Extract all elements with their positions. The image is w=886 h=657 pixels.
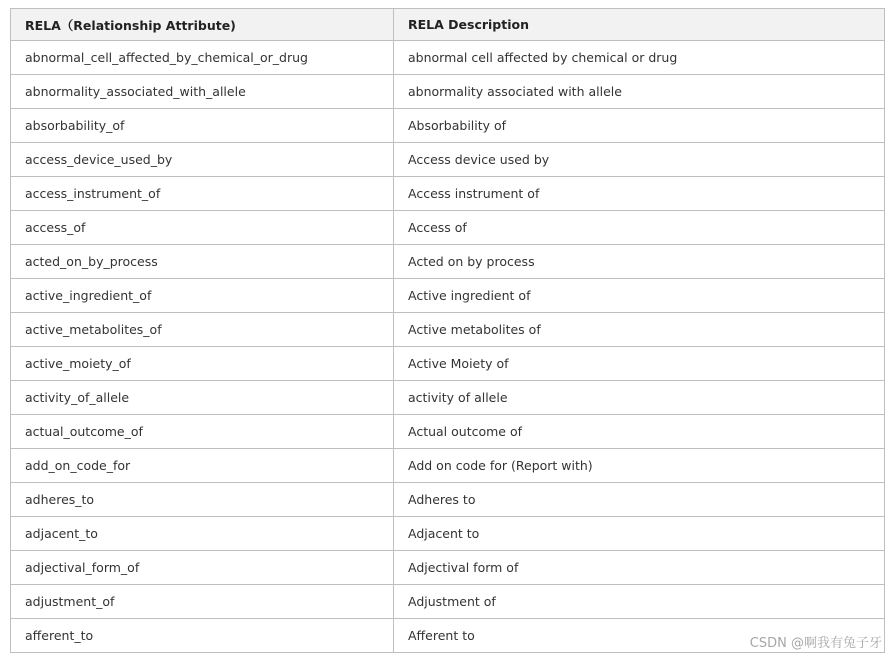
rela-description-cell: abnormality associated with allele — [394, 75, 885, 109]
table-row — [11, 381, 885, 415]
rela-cell: adheres_to — [11, 483, 394, 517]
table-body — [11, 41, 885, 653]
table-row — [11, 41, 885, 75]
rela-description-cell: Add on code for (Report with) — [394, 449, 885, 483]
table-row — [11, 143, 885, 177]
rela-description-cell: Active ingredient of — [394, 279, 885, 313]
rela-description-cell: activity of allele — [394, 381, 885, 415]
rela-description-cell: Actual outcome of — [394, 415, 885, 449]
rela-cell: abnormality_associated_with_allele — [11, 75, 394, 109]
rela-description-cell: Absorbability of — [394, 109, 885, 143]
table-row — [11, 517, 885, 551]
table-row — [11, 585, 885, 619]
rela-cell: active_moiety_of — [11, 347, 394, 381]
table-row — [11, 449, 885, 483]
rela-cell: afferent_to — [11, 619, 394, 653]
rela-cell: activity_of_allele — [11, 381, 394, 415]
table-row — [11, 415, 885, 449]
table-row — [11, 551, 885, 585]
table-row — [11, 347, 885, 381]
table-row — [11, 177, 885, 211]
table-row — [11, 75, 885, 109]
rela-cell: active_metabolites_of — [11, 313, 394, 347]
rela-description-cell: Adheres to — [394, 483, 885, 517]
rela-description-cell: Active metabolites of — [394, 313, 885, 347]
rela-description-cell: Active Moiety of — [394, 347, 885, 381]
table-row — [11, 313, 885, 347]
rela-description-cell: Adjectival form of — [394, 551, 885, 585]
rela-cell: acted_on_by_process — [11, 245, 394, 279]
rela-description-cell: Acted on by process — [394, 245, 885, 279]
rela-cell: absorbability_of — [11, 109, 394, 143]
rela-table — [10, 8, 885, 653]
rela-description-cell: Access of — [394, 211, 885, 245]
rela-description-cell: Afferent to — [394, 619, 885, 653]
watermark: CSDN @啊我有兔子牙 — [749, 636, 882, 651]
rela-cell: access_instrument_of — [11, 177, 394, 211]
rela-description-cell: abnormal cell affected by chemical or drug — [394, 41, 885, 75]
table-row — [11, 211, 885, 245]
rela-cell: adjectival_form_of — [11, 551, 394, 585]
rela-description-cell: Access instrument of — [394, 177, 885, 211]
table-row — [11, 279, 885, 313]
rela-cell: abnormal_cell_affected_by_chemical_or_drug — [11, 41, 394, 75]
table-row — [11, 245, 885, 279]
rela-cell: adjacent_to — [11, 517, 394, 551]
header-rela: RELA（Relationship Attribute) — [11, 9, 394, 41]
rela-description-cell: Adjustment of — [394, 585, 885, 619]
table-row — [11, 483, 885, 517]
rela-cell: actual_outcome_of — [11, 415, 394, 449]
rela-cell: access_of — [11, 211, 394, 245]
table-header-row — [11, 9, 885, 41]
rela-description-cell: Adjacent to — [394, 517, 885, 551]
table-row — [11, 109, 885, 143]
rela-cell: adjustment_of — [11, 585, 394, 619]
header-rela-description: RELA Description — [394, 9, 885, 41]
rela-cell: add_on_code_for — [11, 449, 394, 483]
rela-description-cell: Access device used by — [394, 143, 885, 177]
rela-cell: access_device_used_by — [11, 143, 394, 177]
rela-cell: active_ingredient_of — [11, 279, 394, 313]
